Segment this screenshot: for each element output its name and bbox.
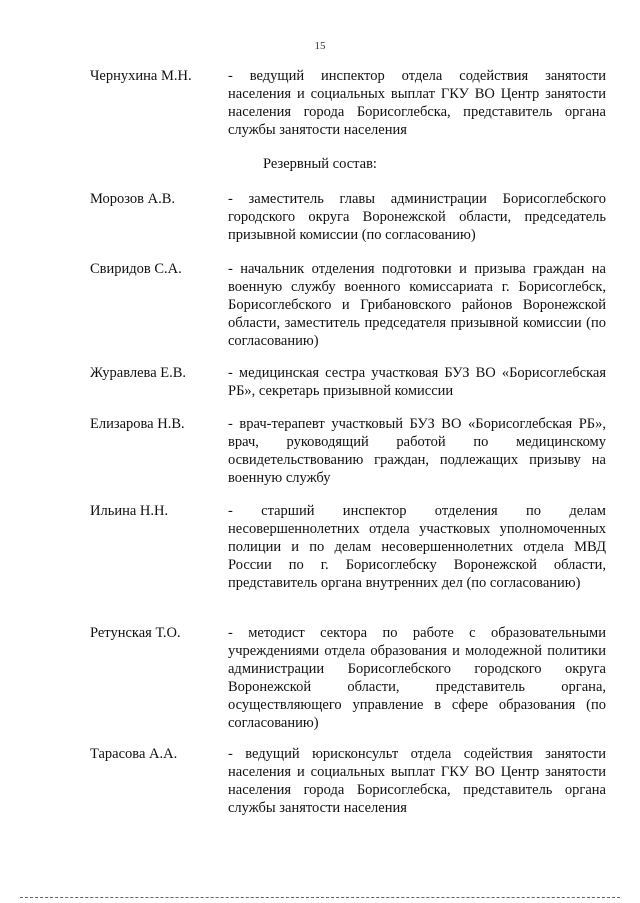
member-description: - медицинская сестра участковая БУЗ ВО «Борисоглебская РБ», секретарь призывной комиссии: [228, 365, 606, 399]
member-description: - врач-терапевт участковый БУЗ ВО «Борисоглебская РБ», врач, руководящий работой по медицинскому освидетельствованию граждан, подлежащих призыву на военную службу: [228, 416, 606, 486]
member-name: Журавлева Е.В.: [90, 365, 187, 381]
member-description: - начальник отделения подготовки и призыва граждан на военную службу военного комиссариата г. Борисоглебск, Борисоглебского и Грибановского районов Воронежской области, заместитель председателя призывной комиссии (по согласованию): [228, 261, 606, 349]
member-description: - ведущий инспектор отдела содействия занятости населения и социальных выплат ГКУ ВО Центр занятости населения города Борисоглебска, представитель органа службы занятости населения: [228, 68, 606, 138]
member-name: Свиридов С.А.: [90, 261, 182, 277]
member-name: Ильина Н.Н.: [90, 503, 169, 519]
member-description: - методист сектора по работе с образовательными учреждениями отдела образования и молодежной политики администрации Борисоглебского городского округа Воронежской области, представитель органа, осуществляющего управление в сфере образования (по согласованию): [228, 625, 606, 731]
member-name: Чернухина М.Н.: [90, 68, 192, 84]
member-name: Ретунская Т.О.: [90, 625, 181, 641]
member-description: - заместитель главы администрации Борисоглебского городского округа Воронежской области, председатель призывной комиссии (по согласованию): [228, 191, 606, 243]
member-description: - ведущий юрисконсульт отдела содействия занятости населения и социальных выплат ГКУ ВО Центр занятости населения города Борисоглебска, представитель органа службы занятости населения: [228, 746, 606, 816]
member-name: Тарасова А.А.: [90, 746, 178, 762]
member-name: Елизарова Н.В.: [90, 416, 185, 432]
member-description: - старший инспектор отделения по делам несовершеннолетних отдела участковых уполномоченных полиции и по делам несовершеннолетних отдела МВД России по г. Борисоглебску Воронежской области, представитель органа внутренних дел (по согласованию): [228, 503, 606, 591]
page-number: 15: [314, 40, 326, 52]
page-bottom-edge: [20, 897, 620, 898]
section-title: Резервный состав:: [263, 156, 377, 172]
member-name: Морозов А.В.: [90, 191, 176, 207]
